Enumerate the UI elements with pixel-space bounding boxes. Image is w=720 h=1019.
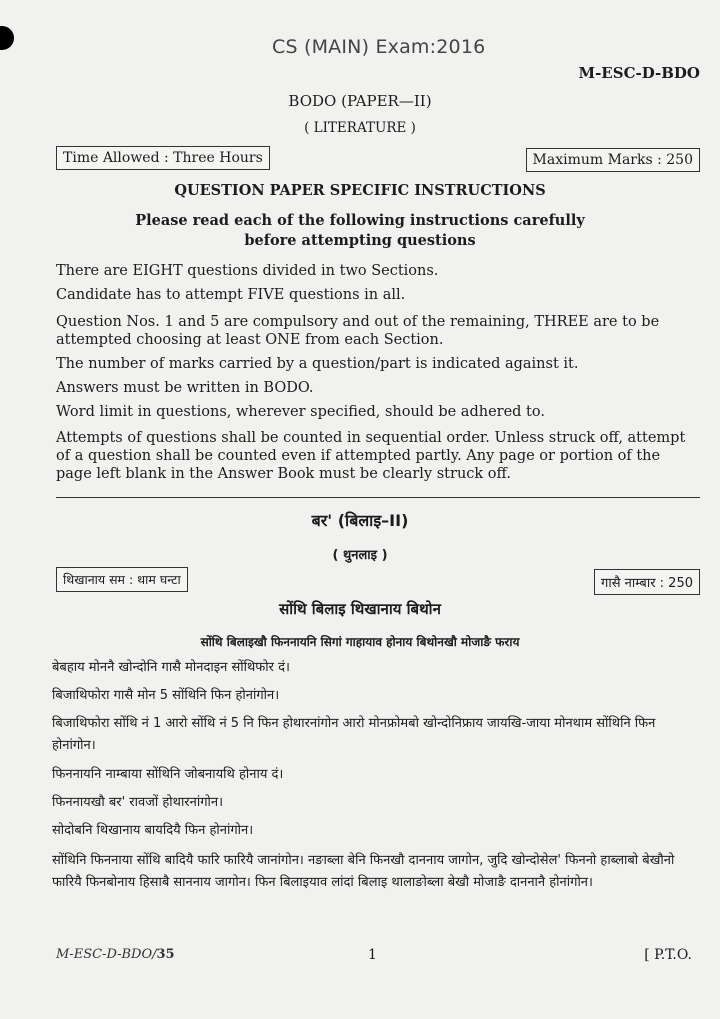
maximum-marks-box: Maximum Marks : 250 [526, 148, 700, 172]
exam-stamp: CS (MAIN) Exam:2016 [272, 36, 486, 58]
instruction-6: Word limit in questions, wherever specified, should be adhered to. [56, 404, 545, 420]
paper-title: BODO (PAPER—II) [288, 92, 432, 110]
footer-code-suffix: 35 [156, 947, 175, 962]
instructions-subheading-1: Please read each of the following instructions carefully [135, 212, 585, 229]
instruction-3: Question Nos. 1 and 5 are compulsory and out of the remaining, THREE are to be attempted choosing at least ONE from each Section. [56, 314, 660, 348]
instruction-2: Candidate has to attempt FIVE questions in all. [56, 287, 406, 303]
bodo-paper-subtitle: ( थुनलाइ ) [332, 548, 388, 563]
page-number: 1 [368, 947, 377, 963]
bodo-instruction-4: फिननायनि नाम्बाया सोंथिनि जोबनायथि होनाय दं। [52, 767, 284, 782]
bodo-instruction-2: बिजाथिफोरा गासै मोन 5 सोंथिनि फिन होनांगोन। [52, 688, 280, 703]
bodo-instructions-subheading: सोंथि बिलाइखौ फिननायनि सिगां गाहायाव होनाय बिथोनखौ मोजाङै फराय [200, 635, 520, 649]
bodo-instruction-5: फिननायखौ बर' रावजों होथारनांगोन। [52, 795, 224, 810]
footer-code-prefix: M-ESC-D-BDO/ [56, 947, 157, 962]
paper-subtitle: ( LITERATURE ) [304, 120, 416, 136]
instruction-1: There are EIGHT questions divided in two Sections. [56, 263, 439, 279]
section-divider [56, 497, 700, 498]
punch-hole [0, 26, 14, 50]
bodo-instruction-6: सोदोबनि थिखानाय बायदियै फिन होनांगोन। [52, 823, 254, 838]
instruction-7: Attempts of questions shall be counted in sequential order. Unless struck off, attempt of a question shall be counted even if attempted partly. Any page or portion of the page left blank in the Answer Book must be clearly struck off. [56, 430, 686, 482]
bodo-instruction-7: सोंथिनि फिननाया सोंथि बादियै फारि फारियै जानांगोन। नङाब्ला बेनि फिनखौ दाननाय जागोन, जुदि खोन्दोसेल' फिननो हाब्लाबो बेखौनो फारियै फिनबोनाय हिसाबै साननाय जागोन। फिन बिलाइयाव लांदां बिलाइ थालाङोब्ला बेखौ मोजाङै दाननानै होनांगोन। [52, 853, 675, 890]
instructions-subheading-2: before attempting questions [244, 232, 476, 249]
instructions-heading: QUESTION PAPER SPECIFIC INSTRUCTIONS [174, 182, 546, 199]
instruction-5: Answers must be written in BODO. [56, 380, 314, 396]
bodo-maximum-marks-box: गासै नाम्बार : 250 [594, 569, 700, 595]
footer-paper-code [56, 947, 175, 962]
bodo-time-allowed-box: थिखानाय सम : थाम घन्टा [56, 567, 188, 592]
bodo-paper-title: बर' (बिलाइ–II) [311, 511, 409, 530]
bodo-instructions-heading: सोंथि बिलाइ थिखानाय बिथोन [279, 600, 441, 618]
time-allowed-box: Time Allowed : Three Hours [56, 146, 270, 170]
bodo-instruction-1: बेबहाय मोननै खोन्दोनि गासै मोनदाइन सोंथिफोर दं। [52, 660, 290, 675]
paper-code: M-ESC-D-BDO [578, 64, 700, 82]
instruction-4: The number of marks carried by a question/part is indicated against it. [56, 356, 579, 372]
please-turn-over: [ P.T.O. [644, 947, 692, 963]
bodo-instruction-3: बिजाथिफोरा सोंथि नं 1 आरो सोंथि नं 5 नि फिन होथारनांगोन आरो मोनफ्रोमबो खोन्दोनिफ्राय जायखि-जाया मोनथाम सोंथिनि फिन होनांगोन। [52, 716, 656, 753]
